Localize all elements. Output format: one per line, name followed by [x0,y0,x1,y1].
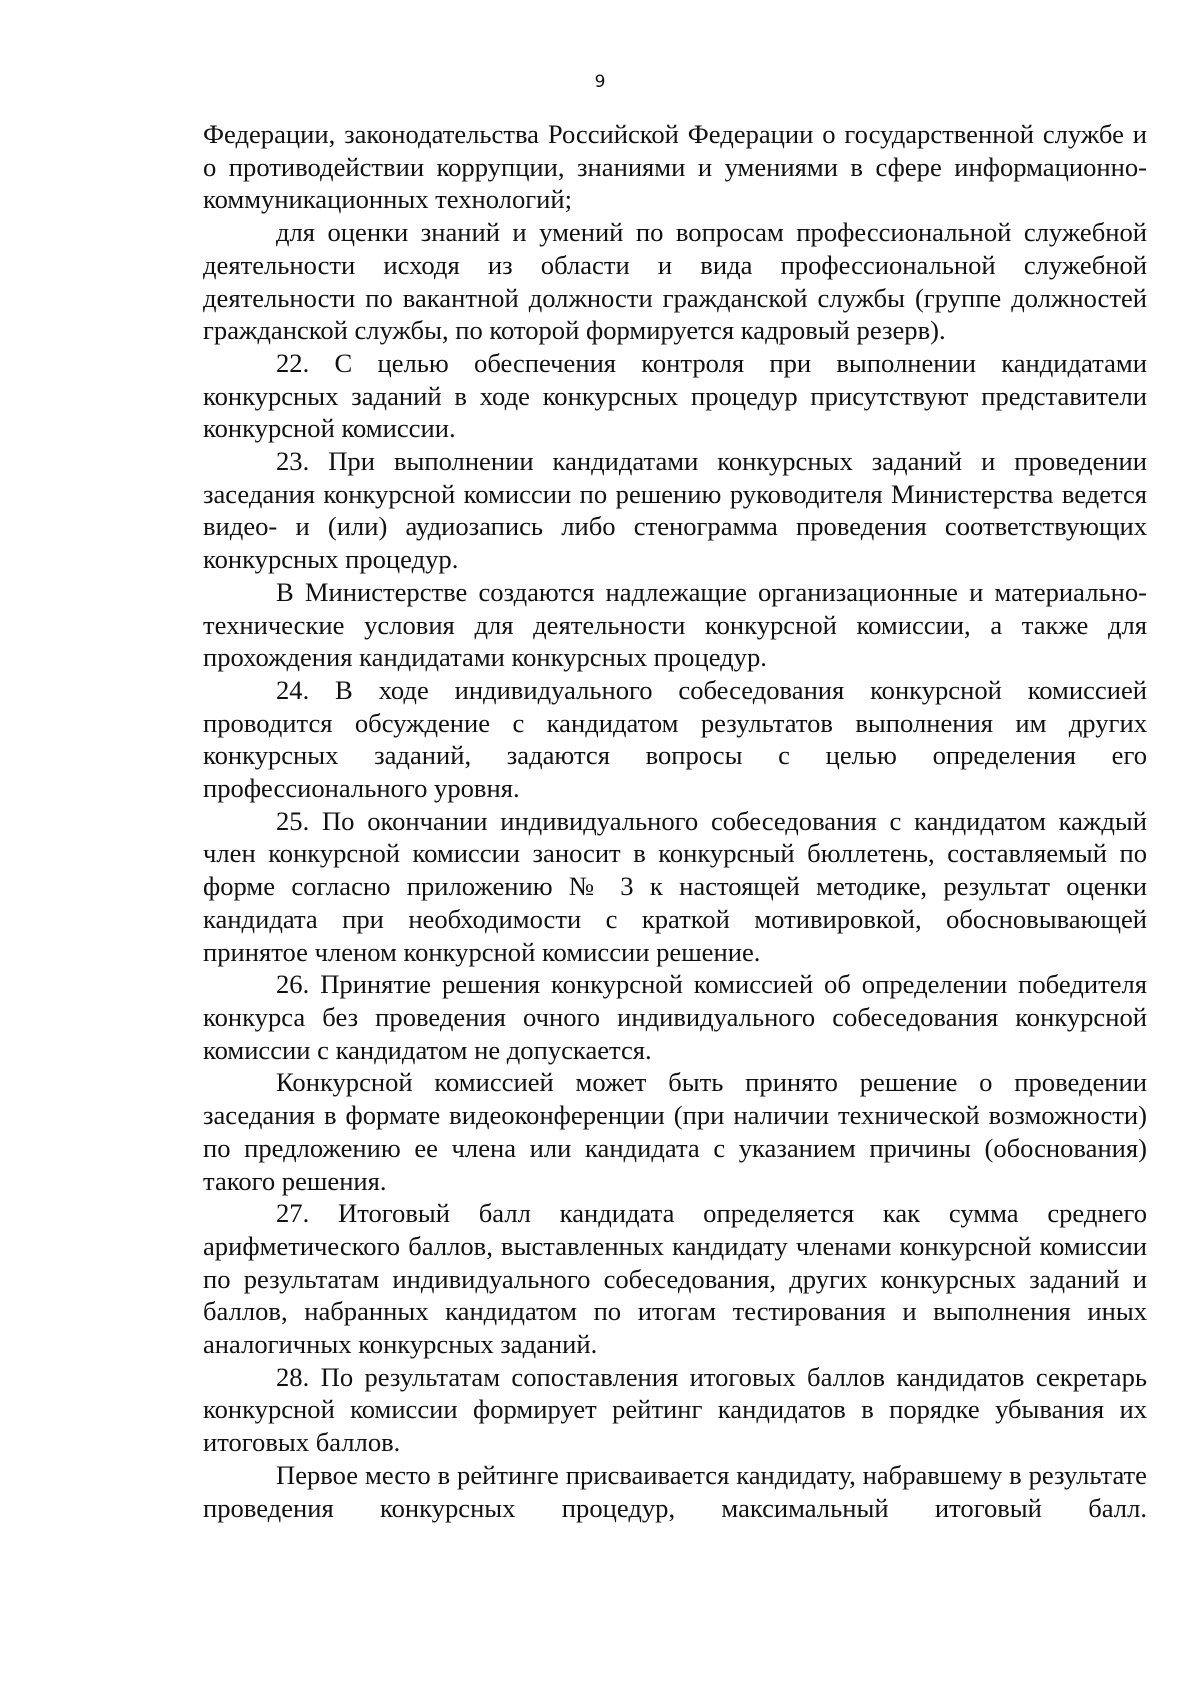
paragraph-clause-23: 23. При выполнении кандидатами конкурсных заданий и проведении заседания конкурсной комиссии по решению руководителя Министерства ведется видео- и (или) аудиозапись либо стенограмма проведения соответствующих конкурсных процедур. [203,446,1147,575]
paragraph-clause-25: 25. По окончании индивидуального собеседования с кандидатом каждый член конкурсной комиссии заносит в конкурсный бюллетень, составляемый по форме согласно приложению № 3 к настоящей методике, результат оценки кандидата при необходимости с краткой мотивировкой, обосновывающей принятое членом конкурсной комиссии решение. [203,805,1147,967]
paragraph-ministry-conditions: В Министерстве создаются надлежащие организационные и материально-технические условия для деятельности конкурсной комиссии, а также для прохождения кандидатами конкурсных процедур. [203,576,1147,673]
paragraph-clause-28: 28. По результатам сопоставления итоговых баллов кандидатов секретарь конкурсной комиссии формирует рейтинг кандидатов в порядке убывания их итоговых баллов. [203,1361,1147,1458]
paragraph-clause-24: 24. В ходе индивидуального собеседования конкурсной комиссией проводится обсуждение с кандидатом результатов выполнения им других конкурсных заданий, задаются вопросы с целью определения его профессионального уровня. [203,674,1147,804]
paragraph-knowledge-assessment: для оценки знаний и умений по вопросам профессиональной служебной деятельности исходя из области и вида профессиональной служебной деятельности по вакантной должности гражданской службы (группе должностей гражданской службы, по которой формируется кадровый резерв). [203,217,1147,346]
paragraph-videoconference: Конкурсной комиссией может быть принято решение о проведении заседания в формате видеоконференции (при наличии технической возможности) по предложению ее члена или кандидата с указанием причины (обоснования) такого решения. [203,1067,1147,1196]
paragraph-first-place: Первое место в рейтинге присваивается кандидату, набравшему в результате проведения конкурсных процедур, максимальный итоговый балл. [203,1459,1147,1523]
page-number: 9 [594,72,606,92]
paragraph-continuation: Федерации, законодательства Российской Федерации о государственной службе и о противодействии коррупции, знаниями и умениями в сфере информационно-коммуникационных технологий; [203,119,1147,215]
paragraph-clause-26: 26. Принятие решения конкурсной комиссией об определении победителя конкурса без проведения очного индивидуального собеседования конкурсной комиссии с кандидатом не допускается. [203,969,1147,1065]
document-body [203,118,1147,1524]
paragraph-clause-22: 22. С целью обеспечения контроля при выполнении кандидатами конкурсных заданий в ходе конкурсных процедур присутствуют представители конкурсной комиссии. [203,347,1147,444]
paragraph-clause-27: 27. Итоговый балл кандидата определяется как сумма среднего арифметического баллов, выставленных кандидату членами конкурсной комиссии по результатам индивидуального собеседования, других конкурсных заданий и баллов, набранных кандидатом по итогам тестирования и выполнения иных аналогичных конкурсных заданий. [203,1198,1147,1360]
